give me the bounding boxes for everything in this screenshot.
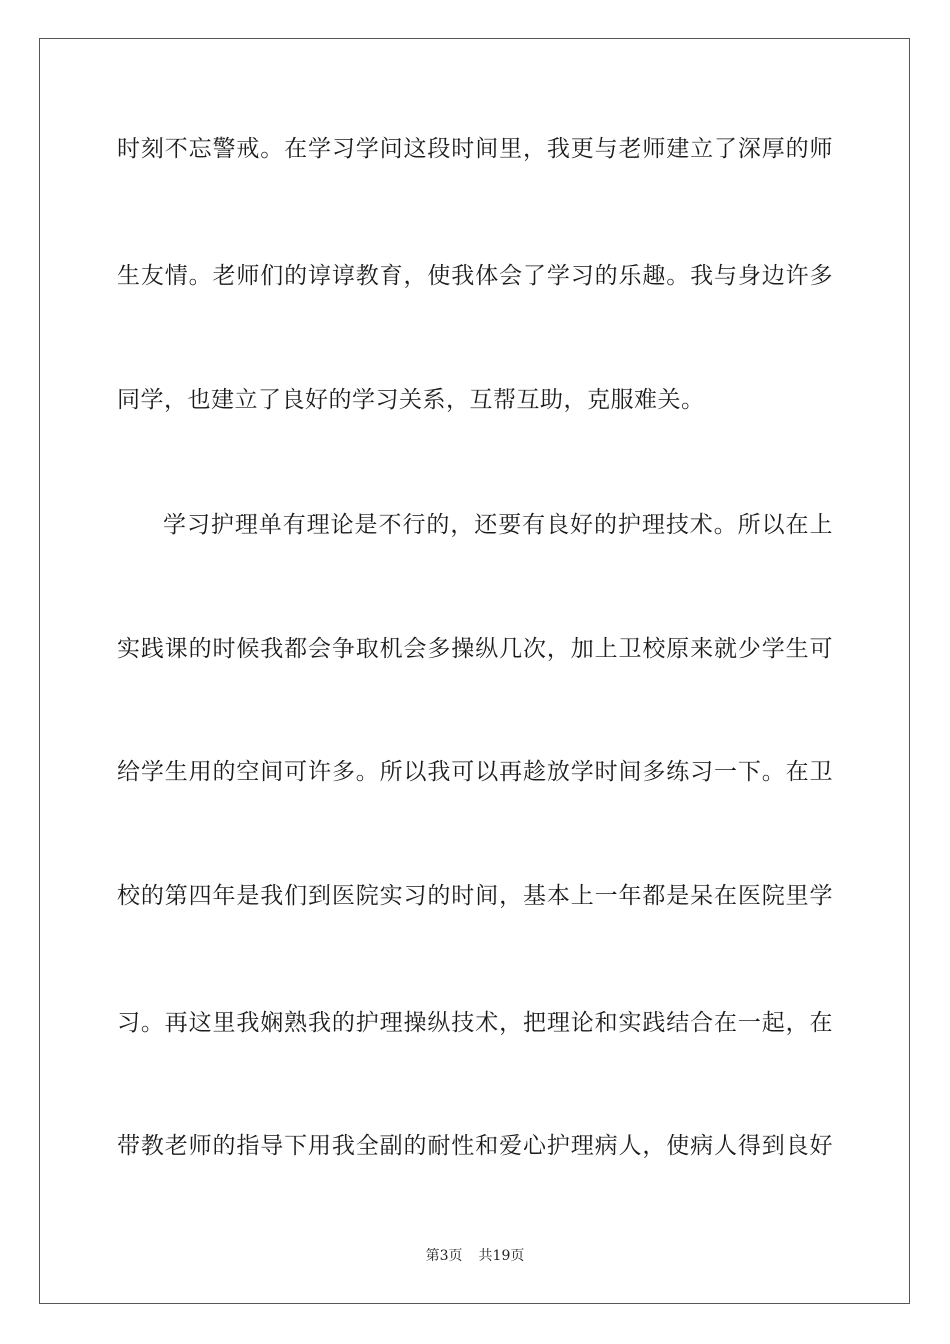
body-text-line-2: 生友情。老师们的谆谆教育，使我体会了学习的乐趣。我与身边许多 bbox=[117, 263, 833, 289]
body-text-line-4: 学习护理单有理论是不行的，还要有良好的护理技术。所以在上 bbox=[163, 512, 833, 538]
page-total: 共19页 bbox=[478, 1248, 525, 1264]
body-text-line-9: 带教老师的指导下用我全副的耐性和爱心护理病人，使病人得到良好 bbox=[117, 1133, 833, 1159]
body-text-line-8: 习。再这里我娴熟我的护理操纵技术，把理论和实践结合在一起，在 bbox=[117, 1010, 833, 1036]
page-number: 第3页 bbox=[425, 1248, 463, 1264]
body-text-line-3: 同学，也建立了良好的学习关系，互帮互助，克服难关。 bbox=[117, 387, 705, 413]
body-text-line-6: 给学生用的空间可许多。所以我可以再趁放学时间多练习一下。在卫 bbox=[117, 759, 833, 785]
body-text-line-5: 实践课的时候我都会争取机会多操纵几次，加上卫校原来就少学生可 bbox=[117, 636, 833, 662]
body-text-line-1: 时刻不忘警戒。在学习学问这段时间里，我更与老师建立了深厚的师 bbox=[117, 136, 833, 162]
page-footer bbox=[0, 1247, 950, 1265]
body-text-line-7: 校的第四年是我们到医院实习的时间，基本上一年都是呆在医院里学 bbox=[117, 883, 833, 909]
page-border bbox=[39, 38, 910, 1304]
